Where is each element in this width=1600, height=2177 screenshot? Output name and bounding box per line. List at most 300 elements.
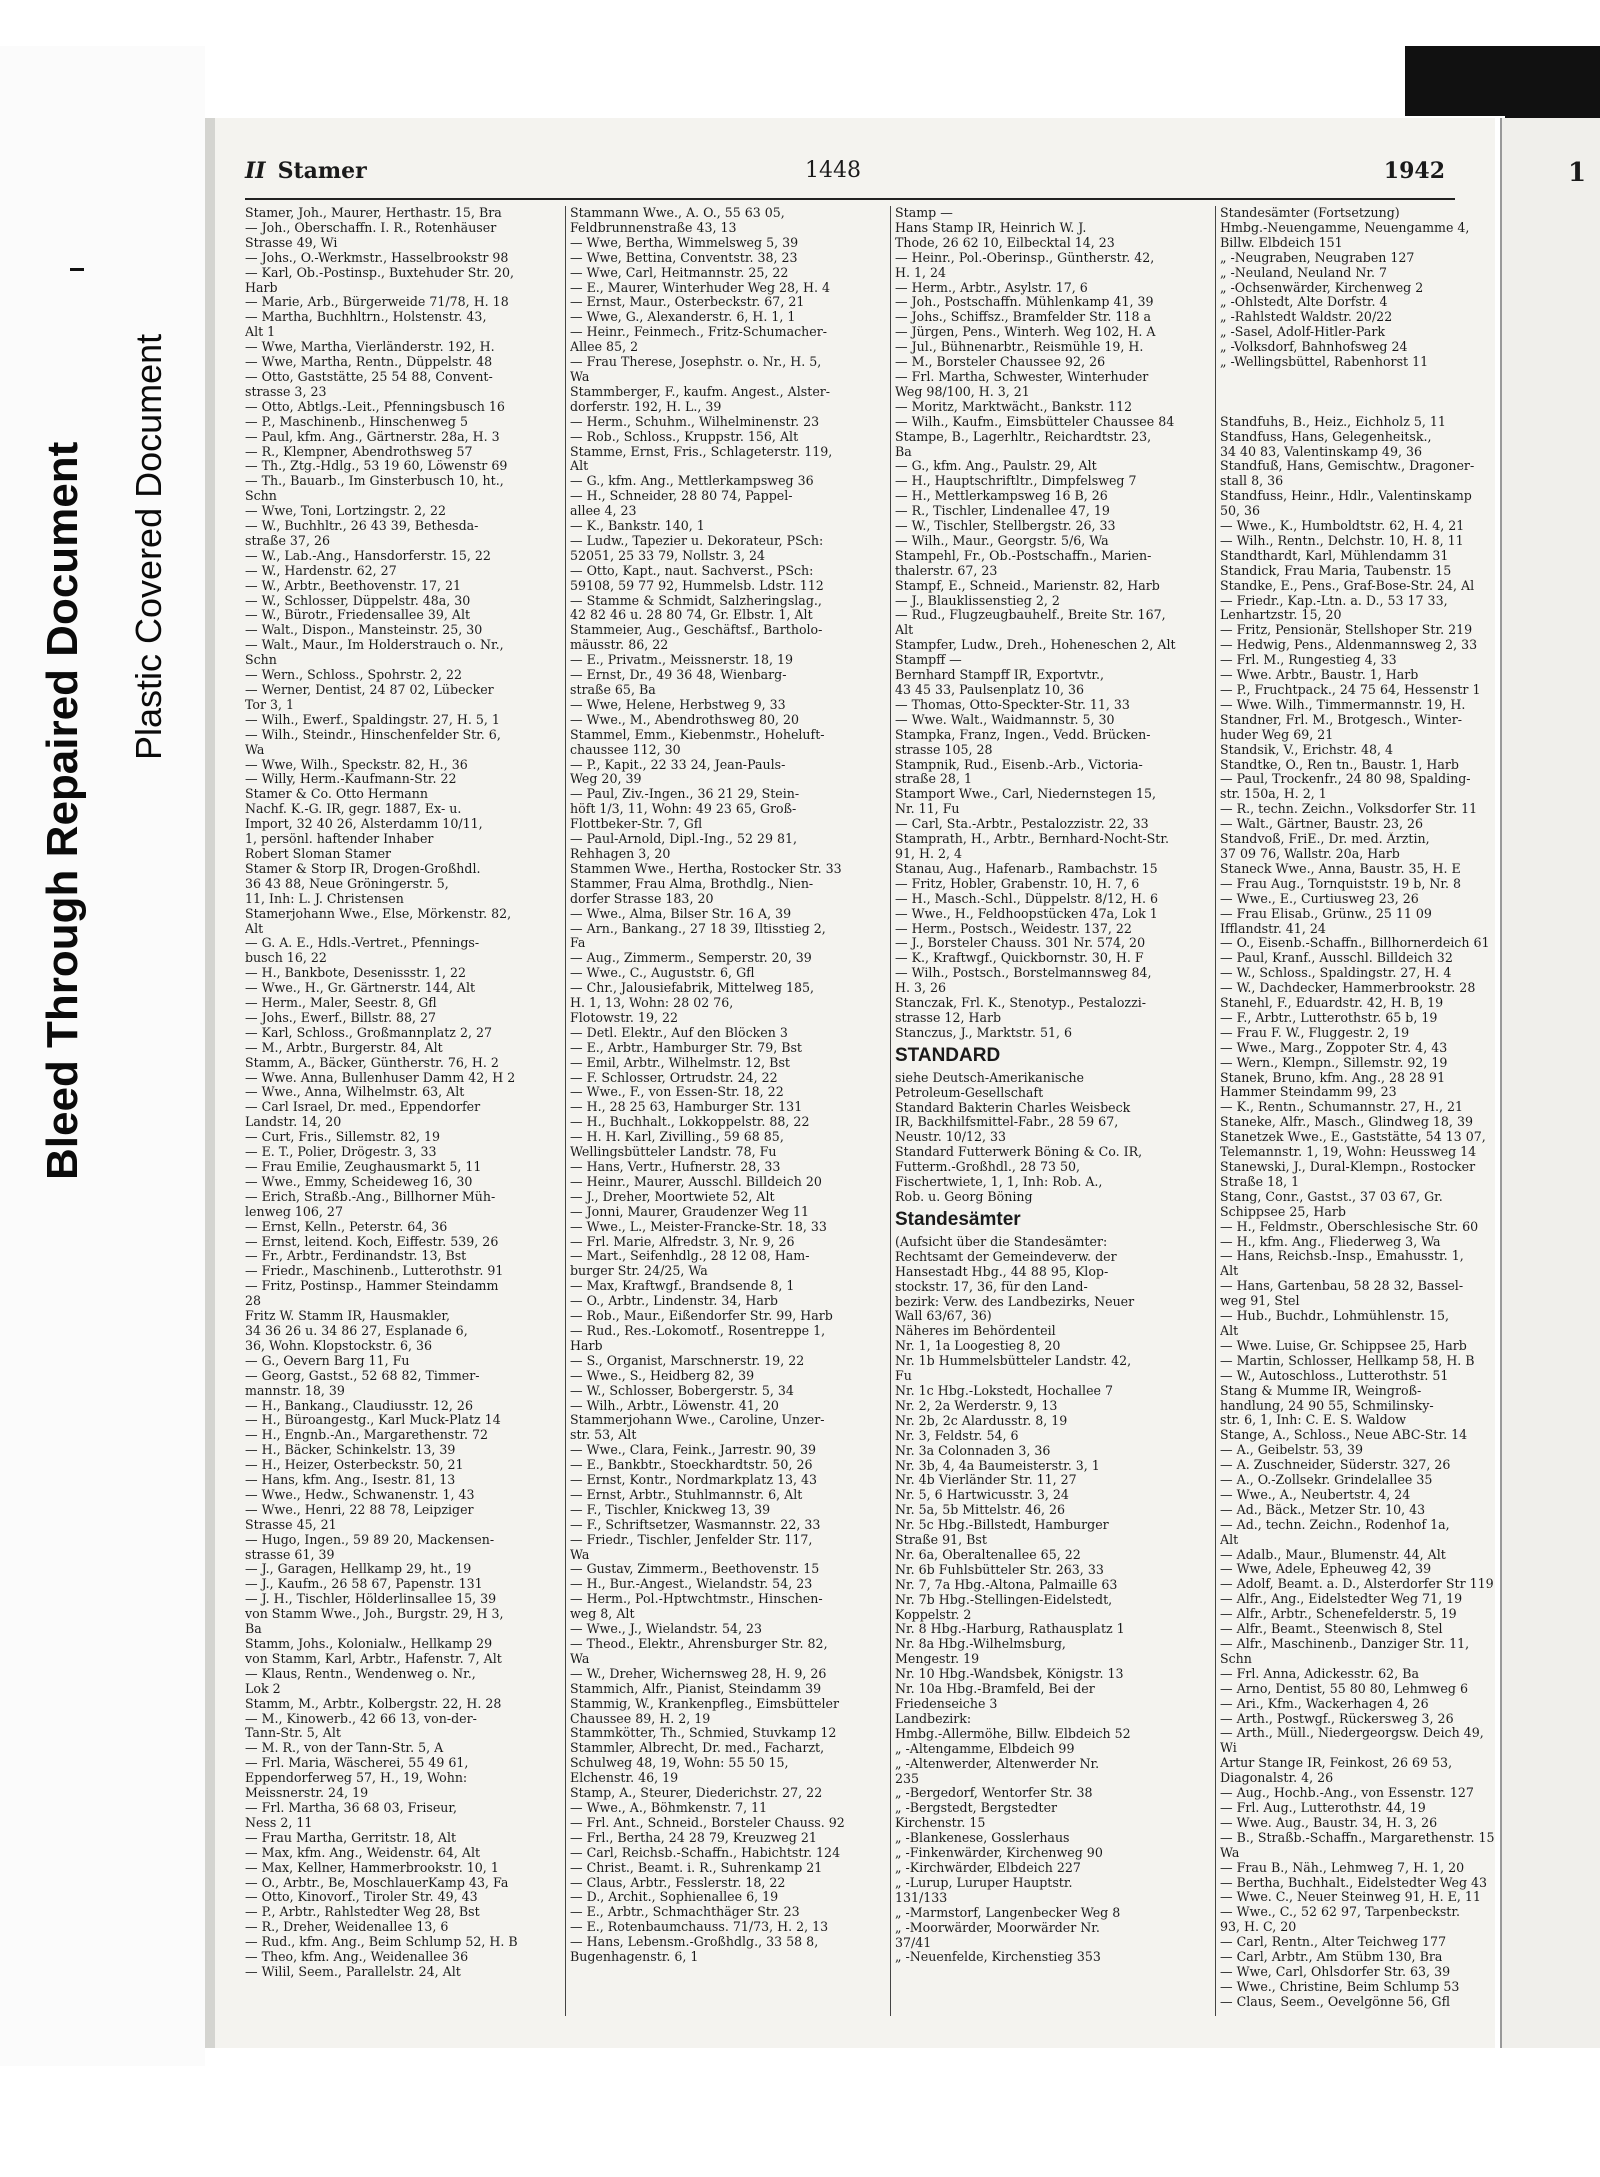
directory-entry-line: H. 1, 24	[895, 265, 947, 280]
directory-entry-line: — Walt., Maur., Im Holderstrauch o. Nr.,	[245, 638, 504, 653]
directory-entry-line: — H., Bäcker, Schinkelstr. 13, 39	[245, 1443, 456, 1458]
directory-entry-line: — Friedr., Maschinenb., Lutterothstr. 91	[245, 1264, 504, 1279]
directory-entry-line: „ -Wellingsbüttel, Rabenhorst 11	[1220, 355, 1429, 370]
directory-entry-line: Standfuss, Heinr., Hdlr., Valentinskamp	[1220, 489, 1472, 504]
directory-entry-line: — Erich, Straßb.-Ang., Billhorner Müh-	[245, 1189, 496, 1204]
directory-entry-line: — Wwe., L., Meister-Francke-Str. 18, 33	[570, 1219, 827, 1234]
directory-entry-line: — Max, Kellner, Hammerbrookstr. 10, 1	[245, 1860, 499, 1875]
directory-entry-line: — H., Schneider, 28 80 74, Pappel-	[570, 489, 793, 504]
directory-entry-line: dorferstr. 192, H. L., 39	[570, 399, 722, 414]
directory-entry-line: Stamer, Joh., Maurer, Herthastr. 15, Bra	[245, 206, 502, 220]
directory-entry-line: Standsik, V., Erichstr. 48, 4	[1220, 742, 1394, 757]
directory-entry-line: — Wilh., Ewerf., Spaldingstr. 27, H. 5, 1	[245, 712, 500, 727]
directory-entry-line: — Wwe., H., Gr. Gärtnerstr. 144, Alt	[245, 981, 476, 996]
directory-entry-line: (Aufsicht über die Standesämter:	[895, 1234, 1108, 1249]
column-2	[570, 206, 886, 2016]
directory-entry-line: — Theod., Elektr., Ahrensburger Str. 82,	[570, 1637, 828, 1651]
directory-entry-line: — W., Schlosser, Bobergerstr. 5, 34	[570, 1383, 794, 1398]
directory-entry-line: 93, H. C, 20	[1220, 1920, 1297, 1935]
directory-entry-line: — Jul., Bühnenarbtr., Reismühle 19, H.	[895, 340, 1144, 355]
directory-entry-line: — Th., Bauarb., Im Ginsterbusch 10, ht.,	[245, 474, 504, 489]
directory-entry-line: allee 4, 23	[570, 504, 637, 519]
directory-entry-line: — Heinr., Maurer, Ausschl. Billdeich 20	[570, 1174, 822, 1189]
directory-entry-line: Rehhagen 3, 20	[570, 846, 671, 861]
directory-entry-line: — Arth., Postwgf., Rückersweg 3, 26	[1220, 1711, 1454, 1726]
directory-entry-line: Artur Stange IR, Feinkost, 26 69 53,	[1220, 1756, 1453, 1771]
directory-entry-line: — E., Privatm., Meissnerstr. 18, 19	[570, 653, 794, 668]
directory-entry-line: Hans Stamp IR, Heinrich W. J.	[895, 220, 1087, 235]
directory-entry-line: Stammel, Emm., Kiebenmstr., Hoheluft-	[570, 727, 825, 742]
directory-entry-line: — Wwe., Christine, Beim Schlump 53	[1220, 1979, 1460, 1994]
directory-entry-line: Flottbeker-Str. 7, Gfl	[570, 817, 703, 832]
directory-entry-line: Standard Bakterin Charles Weisbeck	[895, 1100, 1131, 1115]
directory-entry-line: — F., Schriftsetzer, Wasmannstr. 22, 33	[570, 1517, 821, 1532]
directory-entry-line: — Wwe, Martha, Rentn., Düppelstr. 48	[245, 355, 493, 370]
directory-entry-line: — Wwe., Alma, Bilser Str. 16 A, 39	[570, 906, 792, 921]
directory-entry-line: — Rob., Maur., Eißendorfer Str. 99, Harb	[570, 1309, 833, 1324]
directory-entry-line: Standfuß, Hans, Gemischtw., Dragoner-	[1220, 459, 1475, 474]
directory-entry-line: — Ernst, Kontr., Nordmarkplatz 13, 43	[570, 1473, 818, 1488]
directory-entry-line: — H., Hauptschriftltr., Dimpfelsweg 7	[895, 474, 1137, 489]
directory-entry-line: Stampehl, Fr., Ob.-Postschaffn., Marien-	[895, 548, 1152, 563]
directory-entry-line: „ -Blankenese, Gosslerhaus	[895, 1831, 1070, 1846]
side-label-repaired: Repaired Document	[38, 441, 87, 858]
directory-entry-line: Standesämter (Fortsetzung)	[1220, 206, 1400, 220]
directory-entry-line: — E., Maurer, Winterhuder Weg 28, H. 4	[570, 280, 831, 295]
directory-entry-line: — Gustav, Zimmerm., Beethovenstr. 15	[570, 1562, 820, 1577]
directory-entry-line: — E., Arbtr., Schmachthäger Str. 23	[570, 1905, 800, 1920]
directory-entry-line: 34 40 83, Valentinskamp 49, 36	[1220, 444, 1422, 459]
directory-entry-line: — Wwe, Wilh., Speckstr. 82, H., 36	[245, 757, 468, 772]
directory-entry-line: Hansestadt Hbg., 44 88 95, Klop-	[895, 1264, 1109, 1279]
directory-entry-line: str. 6, 1, Inh: C. E. S. Waldow	[1220, 1413, 1407, 1428]
directory-entry-line: — Theo, kfm. Ang., Weidenallee 36	[245, 1950, 469, 1965]
directory-entry-line: — K., Rentn., Schumannstr. 27, H., 21	[1220, 1100, 1464, 1115]
directory-entry-line: Stampnik, Rud., Eisenb.-Arb., Victoria-	[895, 757, 1143, 772]
directory-entry-line: Nr. 3a Colonnaden 3, 36	[895, 1443, 1051, 1458]
directory-entry-line: Nr. 2, 2a Werderstr. 9, 13	[895, 1398, 1058, 1413]
directory-entry-line: Stamm, A., Bäcker, Güntherstr. 76, H. 2	[245, 1055, 499, 1070]
directory-entry-line: Nr. 11, Fu	[895, 802, 960, 817]
directory-entry-line: Bernhard Stampff IR, Exportvtr.,	[895, 668, 1104, 683]
directory-entry-line: Weg 20, 39	[570, 772, 642, 787]
directory-entry-line: — W., Bürotr., Friedensallee 39, Alt	[245, 608, 471, 623]
directory-entry-line: lenweg 106, 27	[245, 1204, 343, 1219]
directory-entry-line: — H., Bankang., Claudiusstr. 12, 26	[245, 1398, 473, 1413]
directory-entry-line: Standke, E., Pens., Graf-Bose-Str. 24, Al	[1220, 578, 1475, 593]
directory-entry-line: Mengestr. 19	[895, 1652, 980, 1667]
directory-entry-line: mäusstr. 86, 22	[570, 638, 669, 653]
directory-entry-line: Stamprath, H., Arbtr., Bernhard-Nocht-Str.	[895, 832, 1169, 847]
directory-entry-line: straße 37, 26	[245, 533, 330, 548]
directory-entry-line: — Wwe. Anna, Bullenhuser Damm 42, H 2	[245, 1070, 516, 1085]
directory-entry-line: Fischertwiete, 1, 1, Inh: Rob. A.,	[895, 1175, 1103, 1190]
directory-entry-line: — Ari., Kfm., Wackerhagen 4, 26	[1220, 1696, 1429, 1711]
directory-entry-line: str. 53, Alt	[570, 1428, 637, 1443]
directory-entry-line: Stampff —	[895, 653, 962, 668]
directory-entry-line: Stamer & Storp IR, Drogen-Großhdl.	[245, 861, 481, 876]
directory-entry-line: Nr. 6a, Oberaltenallee 65, 22	[895, 1547, 1081, 1562]
directory-entry-line: Rechtsamt der Gemeindeverw. der	[895, 1249, 1117, 1264]
directory-entry-line: 36 43 88, Neue Gröningerstr. 5,	[245, 876, 449, 891]
directory-entry-line: — Rud., Flugzeugbauhelf., Breite Str. 167,	[895, 608, 1166, 623]
directory-entry-line: — Arno, Dentist, 55 80 80, Lehmweg 6	[1220, 1681, 1468, 1696]
directory-entry-line: — W., Autoschloss., Lutterothstr. 51	[1220, 1368, 1449, 1383]
directory-entry-line: — E., Arbtr., Hamburger Str. 79, Bst	[570, 1040, 802, 1055]
directory-entry-line: — Friedr., Kap.-Ltn. a. D., 53 17 33,	[1220, 593, 1448, 608]
directory-entry-line: Standard Futterwerk Böning & Co. IR,	[895, 1145, 1143, 1160]
directory-entry-line: Näheres im Behördenteil	[895, 1324, 1056, 1339]
directory-entry-line: — Wilh., Kaufm., Eimsbütteler Chaussee 84	[895, 414, 1175, 429]
directory-entry-line: — Wwe., Henri, 22 88 78, Leipziger	[245, 1502, 474, 1517]
directory-entry-line: — G., kfm. Ang., Paulstr. 29, Alt	[895, 459, 1097, 474]
directory-entry-line: Wa	[570, 1547, 590, 1562]
directory-entry-line: — Wwe., Marg., Zoppoter Str. 4, 43	[1220, 1040, 1448, 1055]
directory-entry-line: — J., Borsteler Chauss. 301 Nr. 574, 20	[895, 936, 1146, 951]
directory-entry-line: — Wwe., Hedw., Schwanenstr. 1, 43	[245, 1487, 475, 1502]
directory-entry-line: H. 3, 26	[895, 981, 947, 996]
header-rule	[245, 198, 1455, 200]
directory-entry-line: weg 91, Stel	[1220, 1294, 1300, 1309]
directory-entry-line: Alt	[570, 459, 589, 474]
directory-entry-line: — Frau Aug., Tornquiststr. 19 b, Nr. 8	[1220, 876, 1462, 891]
directory-entry-line: Staneke, Alfr., Masch., Glindweg 18, 39	[1220, 1115, 1473, 1130]
directory-entry-line: Wellingsbütteler Landstr. 78, Fu	[570, 1145, 777, 1160]
directory-entry-line: — Walt., Dispon., Mansteinstr. 25, 30	[245, 623, 483, 638]
directory-entry-line: von Stamm Wwe., Joh., Burgstr. 29, H 3,	[245, 1607, 504, 1622]
directory-entry-line: — Alfr., Ang., Eidelstedter Weg 71, 19	[1220, 1592, 1463, 1607]
directory-entry-line	[1220, 400, 1496, 415]
adjacent-page-edge	[1500, 118, 1600, 2048]
directory-entry-line: — Carl, Rentn., Alter Teichweg 177	[1220, 1935, 1447, 1950]
directory-entry-line: Koppelstr. 2	[895, 1607, 972, 1622]
directory-entry-line: — Joh., Oberschaffn. I. R., Rotenhäuser	[245, 220, 497, 235]
directory-entry-line: — Chr., Jalousiefabrik, Mittelweg 185,	[570, 981, 814, 996]
next-page-number: 1	[1568, 158, 1587, 188]
directory-entry-line: von Stamm, Karl, Arbtr., Hafenstr. 7, Alt	[245, 1651, 502, 1666]
directory-entry-line: — F., Tischler, Knickweg 13, 39	[570, 1502, 771, 1517]
directory-entry-line: — F., Arbtr., Lutterothstr. 65 b, 19	[1220, 1010, 1438, 1025]
directory-entry-line: Stanek, Bruno, kfm. Ang., 28 28 91	[1220, 1070, 1446, 1085]
directory-entry-line: „ -Lurup, Luruper Hauptstr.	[895, 1875, 1073, 1890]
directory-entry-line: Standfuhs, B., Heiz., Eichholz 5, 11	[1220, 414, 1446, 429]
directory-entry-line: straße 28, 1	[895, 772, 972, 787]
directory-entry-line: höft 1/3, 11, Wohn: 49 23 65, Groß-	[570, 802, 797, 817]
directory-entry-line: — G. A. E., Hdls.-Vertret., Pfennings-	[245, 936, 480, 951]
directory-entry-line: — O., Arbtr., Be, MoschlauerKamp 43, Fa	[245, 1875, 509, 1890]
directory-entry-line: Lenhartzstr. 15, 20	[1220, 608, 1342, 623]
directory-entry-line: stall 8, 36	[1220, 474, 1284, 489]
directory-entry-line: Stamp, A., Steurer, Diederichstr. 27, 22	[570, 1786, 823, 1801]
directory-entry-line: Ifflandstr. 41, 24	[1220, 921, 1326, 936]
directory-entry-line: Stammler, Albrecht, Dr. med., Facharzt,	[570, 1741, 825, 1756]
directory-entry-line: — M., Borsteler Chaussee 92, 26	[895, 355, 1106, 370]
directory-entry-line: — Paul, kfm. Ang., Gärtnerstr. 28a, H. 3	[245, 429, 500, 444]
directory-entry-line: IR, Backhilfsmittel-Fabr., 28 59 67,	[895, 1115, 1119, 1130]
directory-entry-line: — H., Masch.-Schl., Düppelstr. 8/12, H. 6	[895, 891, 1158, 906]
directory-entry-line: — Willy, Herm.-Kaufmann-Str. 22	[245, 772, 457, 787]
directory-entry-line: — E., Bankbtr., Stoeckhardtstr. 50, 26	[570, 1458, 813, 1473]
directory-entry-line: „ -Neugraben, Neugraben 127	[1220, 250, 1415, 265]
directory-entry-line: Hmbg.-Allermöhe, Billw. Elbdeich 52	[895, 1726, 1131, 1741]
directory-entry-line: — Karl, Ob.-Postinsp., Buxtehuder Str. 20,	[245, 265, 515, 280]
directory-entry-line: — Wwe. C., Neuer Steinweg 91, H. E, 11	[1220, 1890, 1481, 1905]
directory-entry-line: „ -Finkenwärder, Kirchenweg 90	[895, 1846, 1103, 1861]
directory-entry-line: Stammann Wwe., A. O., 55 63 05,	[570, 206, 785, 220]
directory-entry-line: Nr. 8a Hbg.-Wilhelmsburg,	[895, 1637, 1066, 1652]
directory-entry-line: strasse 61, 39	[245, 1547, 335, 1562]
directory-entry-line: — R., Dreher, Weidenallee 13, 6	[245, 1920, 449, 1935]
column-3	[895, 206, 1211, 2016]
directory-entry-line: — W., Dachdecker, Hammerbrookstr. 28	[1220, 981, 1476, 996]
directory-entry-line: — Wern., Schloss., Spohrstr. 2, 22	[245, 668, 463, 683]
directory-entry-line: — Herm., Pol.-Hptwchtmstr., Hinschen-	[570, 1592, 823, 1607]
directory-entry-line: Stampfer, Ludw., Dreh., Hoheneschen 2, Alt	[895, 638, 1176, 653]
directory-entry-line: Alt	[1220, 1532, 1239, 1547]
directory-entry-line: Neustr. 10/12, 33	[895, 1130, 1007, 1145]
directory-entry-line: — Frl. Martha, 36 68 03, Friseur,	[245, 1800, 458, 1815]
directory-entry-line: — R., Klempner, Abendrothsweg 57	[245, 444, 473, 459]
directory-entry-line: — Georg, Gastst., 52 68 82, Timmer-	[245, 1368, 480, 1383]
directory-entry-line: Nachf. K.-G. IR, gegr. 1887, Ex- u.	[245, 802, 462, 817]
directory-entry-line: — Christ., Beamt. i. R., Suhrenkamp 21	[570, 1860, 823, 1875]
directory-entry-line: „ -Moorwärder, Moorwärder Nr.	[895, 1920, 1100, 1935]
directory-entry-line: — Wwe. Arbtr., Baustr. 1, Harb	[1220, 668, 1419, 683]
directory-entry-line: — Wwe., C., Auguststr. 6, Gfl	[570, 966, 755, 981]
directory-entry-line: — Frl. Marie, Alfredstr. 3, Nr. 9, 26	[570, 1234, 795, 1249]
directory-entry-line: — Heinr., Pol.-Oberinsp., Güntherstr. 42,	[895, 250, 1155, 265]
left-margin	[0, 46, 205, 2066]
directory-entry-line: — H., kfm. Ang., Fliederweg 3, Wa	[1220, 1234, 1441, 1249]
directory-entry-line: — E. T., Polier, Drögestr. 3, 33	[245, 1145, 437, 1160]
directory-entry-line: — J., Dreher, Moortwiete 52, Alt	[570, 1189, 775, 1204]
directory-entry-line: — Wwe., F., von Essen-Str. 18, 22	[570, 1085, 784, 1100]
directory-entry-line: — Ernst, Kelln., Peterstr. 64, 36	[245, 1219, 448, 1234]
directory-entry-line: — Wwe., J., Wielandstr. 54, 23	[570, 1622, 762, 1637]
directory-entry-line: Schn	[1220, 1651, 1252, 1666]
directory-entry-line: — H. H. Karl, Zivilling., 59 68 85,	[570, 1130, 784, 1145]
directory-entry-line: — Thomas, Otto-Speckter-Str. 11, 33	[895, 697, 1130, 712]
directory-entry-line: 37 09 76, Wallstr. 20a, Harb	[1220, 846, 1400, 861]
directory-entry-line: Landstr. 14, 20	[245, 1115, 342, 1130]
directory-entry-line: — Fritz, Hobler, Grabenstr. 10, H. 7, 6	[895, 876, 1140, 891]
directory-entry-line: Ba	[245, 1622, 262, 1637]
directory-entry-line: Schn	[245, 653, 277, 668]
directory-entry-line: Wa	[1220, 1845, 1240, 1860]
directory-entry-line: burger Str. 24/25, Wa	[570, 1264, 708, 1279]
directory-entry-line: — Wwe., A., Böhmkenstr. 7, 11	[570, 1800, 768, 1815]
directory-entry-line: Tor 3, 1	[245, 697, 295, 712]
directory-entry-line: — Carl, Arbtr., Am Stübm 130, Bra	[1220, 1950, 1443, 1965]
column-divider	[1215, 206, 1216, 2016]
directory-entry-line: busch 16, 22	[245, 951, 327, 966]
directory-entry-line: — Moritz, Marktwächt., Bankstr. 112	[895, 399, 1133, 414]
directory-entry-line: — Paul-Arnold, Dipl.-Ing., 52 29 81,	[570, 832, 798, 847]
directory-entry-line: Stamm, M., Arbtr., Kolbergstr. 22, H. 28	[245, 1696, 502, 1711]
directory-entry-line: — Fr., Arbtr., Ferdinandstr. 13, Bst	[245, 1249, 467, 1264]
page-number: 1448	[805, 158, 861, 183]
directory-entry-line: — Claus, Seem., Oevelgönne 56, Gfl	[1220, 1994, 1451, 2009]
directory-entry-line: Schulweg 48, 19, Wohn: 55 50 15,	[570, 1756, 789, 1771]
directory-entry-line: Allee 85, 2	[570, 340, 639, 355]
directory-entry-line: Stang & Mumme IR, Weingroß-	[1220, 1383, 1422, 1398]
directory-entry-line: „ -Rahlstedt Waldstr. 20/22	[1220, 310, 1393, 325]
directory-entry-line: 37/41	[895, 1935, 932, 1950]
directory-entry-line: — Herm., Maler, Seestr. 8, Gfl	[245, 996, 437, 1011]
directory-entry-line: — Wwe., K., Humboldtstr. 62, H. 4, 21	[1220, 519, 1465, 534]
directory-entry-line: Nr. 1, 1a Loogestieg 8, 20	[895, 1339, 1061, 1354]
directory-entry-line: — W., Lab.-Ang., Hansdorferstr. 15, 22	[245, 548, 491, 563]
directory-entry-line: chaussee 112, 30	[570, 742, 681, 757]
directory-entry-line: Nr. 4b Vierländer Str. 11, 27	[895, 1473, 1077, 1488]
directory-entry-line: — Johs., O.-Werkmstr., Hasselbrookstr 98	[245, 250, 509, 265]
directory-entry-line: stockstr. 17, 36, für den Land-	[895, 1279, 1088, 1294]
directory-entry-line: — R., techn. Zeichn., Volksdorfer Str. 11	[1220, 802, 1478, 817]
directory-entry-line: — Aug., Hochb.-Ang., von Essenstr. 127	[1220, 1786, 1474, 1801]
directory-entry-line: — Frau Therese, Josephstr. o. Nr., H. 5,	[570, 355, 822, 370]
directory-entry-line: — W., Buchhltr., 26 43 39, Bethesda-	[245, 519, 479, 534]
directory-entry-line: — Fritz, Postinsp., Hammer Steindamm	[245, 1279, 499, 1294]
directory-entry-line: dorfer Strasse 183, 20	[570, 891, 714, 906]
directory-entry-line: — Otto, Abtlgs.-Leit., Pfenningsbusch 16	[245, 399, 505, 414]
directory-entry-line: — Wwe, Carl, Ohlsdorfer Str. 63, 39	[1220, 1964, 1451, 1979]
directory-entry-line: — Wwe., Anna, Wilhelmstr. 63, Alt	[245, 1085, 465, 1100]
directory-entry-line: Nr. 1b Hummelsbütteler Landstr. 42,	[895, 1354, 1132, 1369]
directory-entry-line: — Wilil, Seem., Parallelstr. 24, Alt	[245, 1964, 461, 1979]
directory-entry-line: — H., Heizer, Osterbeckstr. 50, 21	[245, 1458, 464, 1473]
directory-entry-line: — Herm., Arbtr., Asylstr. 17, 6	[895, 280, 1088, 295]
directory-entry-line: — Wern., Klempn., Sillemstr. 92, 19	[1220, 1055, 1448, 1070]
directory-entry-line: Stamerjohann Wwe., Else, Mörkenstr. 82,	[245, 906, 512, 921]
directory-entry-line: — Karl, Schloss., Großmannplatz 2, 27	[245, 1025, 492, 1040]
directory-entry-line	[1220, 370, 1496, 385]
bottom-margin	[0, 2066, 1600, 2177]
directory-entry-line: — G., kfm. Ang., Mettlerkampsweg 36	[570, 474, 814, 489]
directory-entry-line: 59108, 59 77 92, Hummelsb. Ldstr. 112	[570, 578, 824, 593]
directory-entry-line: — Walt., Gärtner, Baustr. 23, 26	[1220, 817, 1424, 832]
directory-entry-line: — Wwe, G., Alexanderstr. 6, H. 1, 1	[570, 310, 796, 325]
directory-entry-line: — Wwe, Carl, Heitmannstr. 25, 22	[570, 265, 789, 280]
directory-entry-line: 34 36 26 u. 34 86 27, Esplanade 6,	[245, 1323, 468, 1338]
directory-entry-line: Alt	[895, 623, 914, 638]
directory-entry-line: — Wwe. Walt., Waidmannstr. 5, 30	[895, 712, 1115, 727]
directory-entry-line: — Claus, Arbtr., Fesslerstr. 18, 22	[570, 1875, 786, 1890]
directory-entry-line: siehe Deutsch-Amerikanische	[895, 1070, 1085, 1085]
directory-entry-line: Nr. 5c Hbg.-Billstedt, Hamburger	[895, 1518, 1109, 1533]
directory-entry-line: Stampe, B., Lagerhltr., Reichardtstr. 23,	[895, 429, 1152, 444]
directory-entry-line: Nr. 10 Hbg.-Wandsbek, Königstr. 13	[895, 1667, 1124, 1682]
directory-entry-line: — Curt, Fris., Sillemstr. 82, 19	[245, 1130, 441, 1145]
directory-entry-line: — Frl. Martha, Schwester, Winterhuder	[895, 369, 1149, 384]
directory-entry-line: — Wwe. Aug., Baustr. 34, H. 3, 26	[1220, 1815, 1438, 1830]
directory-entry-line: — Carl, Sta.-Arbtr., Pestalozzistr. 22, 33	[895, 817, 1149, 832]
directory-entry-line: Alt 1	[245, 325, 276, 340]
directory-entry-line: — Alfr., Maschinenb., Danziger Str. 11,	[1220, 1637, 1470, 1651]
directory-entry-line: — Wwe, Adele, Epheuweg 42, 39	[1220, 1562, 1432, 1577]
directory-entry-line: — Wwe., Clara, Feink., Jarrestr. 90, 39	[570, 1443, 817, 1458]
directory-entry-line: Billw. Elbdeich 151	[1220, 235, 1343, 250]
directory-entry-line: Straße 18, 1	[1220, 1174, 1300, 1189]
directory-entry-line: — K., Kraftwgf., Quickbornstr. 30, H. F	[895, 951, 1144, 966]
side-tick	[70, 268, 84, 271]
year: 1942	[1383, 158, 1445, 184]
directory-entry-line: — Wilh., Postsch., Borstelmannsweg 84,	[895, 966, 1152, 981]
directory-entry-line: Fu	[895, 1369, 912, 1384]
directory-entry-line: — Rud., kfm. Ang., Beim Schlump 52, H. B	[245, 1935, 518, 1950]
directory-entry-line: bezirk: Verw. des Landbezirks, Neuer	[895, 1294, 1135, 1309]
directory-entry-line: — Marie, Arb., Bürgerweide 71/78, H. 18	[245, 295, 509, 310]
directory-entry-line: — W., Hardenstr. 62, 27	[245, 563, 397, 578]
section-number: II	[245, 158, 266, 184]
directory-entry-line: — Werner, Dentist, 24 87 02, Lübecker	[245, 683, 494, 697]
directory-entry-line: Elchenstr. 46, 19	[570, 1771, 679, 1786]
directory-entry-line: — Wwe., E., Curtiusweg 23, 26	[1220, 891, 1419, 906]
directory-entry-line: — Alfr., Arbtr., Schenefelderstr. 5, 19	[1220, 1607, 1457, 1622]
directory-entry-line: — Ad., Bäck., Metzer Str. 10, 43	[1220, 1502, 1426, 1517]
directory-entry-line: Nr. 5, 6 Hartwicusstr. 3, 24	[895, 1488, 1069, 1503]
directory-entry-line: Wa	[570, 1651, 590, 1666]
directory-entry-line: — Hub., Buchdr., Lohmühlenstr. 15,	[1220, 1309, 1450, 1324]
directory-entry-line: — H., Feldmstr., Oberschlesische Str. 60	[1220, 1219, 1479, 1234]
directory-entry-line: Hmbg.-Neuengamme, Neuengamme 4,	[1220, 220, 1470, 235]
directory-entry-line: — Rud., Res.-Lokomotf., Rosentreppe 1,	[570, 1323, 826, 1338]
directory-entry-line: — Emil, Arbtr., Wilhelmstr. 12, Bst	[570, 1055, 790, 1070]
directory-entry-line: Nr. 5a, 5b Mittelstr. 46, 26	[895, 1503, 1066, 1518]
directory-entry-line: — E., Rotenbaumchauss. 71/73, H. 2, 13	[570, 1920, 829, 1935]
directory-entry-line: — Adolf, Beamt. a. D., Alsterdorfer Str 119	[1220, 1577, 1494, 1592]
directory-entry-line: — A. Zuschneider, Süderstr. 327, 26	[1220, 1458, 1451, 1473]
directory-entry-line: Futterm.-Großhdl., 28 73 50,	[895, 1160, 1081, 1175]
directory-entry-line: „ -Altenwerder, Altenwerder Nr.	[895, 1756, 1100, 1771]
directory-entry-line: — Rob., Schloss., Kruppstr. 156, Alt	[570, 429, 799, 444]
directory-entry-line: Standner, Frl. M., Brotgesch., Winter-	[1220, 712, 1462, 727]
directory-entry-line: Strasse 49, Wi	[245, 235, 338, 250]
directory-entry-line: — Th., Ztg.-Hdlg., 53 19 60, Löwenstr 69	[245, 459, 508, 474]
directory-entry-line: — Fritz, Pensionär, Stellshoper Str. 219	[1220, 623, 1473, 638]
directory-entry-line: „ -Marmstorf, Langenbecker Weg 8	[895, 1905, 1121, 1920]
directory-entry-line: Stammich, Alfr., Pianist, Steindamm 39	[570, 1681, 822, 1696]
directory-entry-line: — Herm., Schuhm., Wilhelminenstr. 23	[570, 414, 820, 429]
directory-entry-line: Robert Sloman Stamer	[245, 846, 392, 861]
directory-entry-line: — Martha, Buchhltrn., Holstenstr. 43,	[245, 310, 487, 325]
directory-entry-line: — W., Tischler, Stellbergstr. 26, 33	[895, 519, 1116, 534]
directory-entry-line: — Frau B., Näh., Lehmweg 7, H. 1, 20	[1220, 1860, 1465, 1875]
directory-entry-line: „ -Bergedorf, Wentorfer Str. 38	[895, 1786, 1093, 1801]
side-label-bleed: Bleed Through	[38, 869, 87, 1180]
directory-entry-line: — Jonni, Maurer, Graudenzer Weg 11	[570, 1204, 810, 1219]
directory-entry-line: Standick, Frau Maria, Taubenstr. 15	[1220, 563, 1452, 578]
directory-entry-line: — P., Fruchtpack., 24 75 64, Hessenstr 1	[1220, 683, 1481, 697]
section-heading: STANDARD	[895, 1044, 1001, 1066]
directory-entry-line: — Wwe. Wilh., Timmermannstr. 19, H.	[1220, 697, 1466, 712]
directory-entry-line: — Aug., Zimmerm., Semperstr. 20, 39	[570, 951, 812, 966]
directory-entry-line: Stange, A., Schloss., Neue ABC-Str. 14	[1220, 1428, 1468, 1443]
directory-entry-line: „ -Sasel, Adolf-Hitler-Park	[1220, 325, 1385, 340]
directory-entry-line: — Wwe., C., 52 62 97, Tarpenbeckstr.	[1220, 1905, 1461, 1920]
directory-entry-line: — Ernst, Maur., Osterbeckstr. 67, 21	[570, 295, 805, 310]
directory-entry-line: Standthardt, Karl, Mühlendamm 31	[1220, 548, 1449, 563]
directory-entry-line: Stammberger, F., kaufm. Angest., Alster-	[570, 384, 831, 399]
directory-entry-line: — Wwe, Martha, Vierländerstr. 192, H.	[245, 340, 495, 355]
directory-entry-line: — Wilh., Steindr., Hinschenfelder Str. 6,	[245, 727, 501, 742]
directory-entry-line: — Frau Emilie, Zeughausmarkt 5, 11	[245, 1160, 482, 1174]
directory-entry-line: Stammeier, Aug., Geschäftsf., Bartholo-	[570, 623, 823, 638]
directory-entry-line: Alt	[1220, 1323, 1239, 1338]
directory-entry-line: „ -Volksdorf, Bahnhofsweg 24	[1220, 340, 1408, 355]
directory-entry-line: — W., Schloss., Spaldingstr. 27, H. 4	[1220, 966, 1452, 981]
directory-entry-line: — O., Eisenb.-Schaffn., Billhornerdeich 61	[1220, 936, 1490, 951]
directory-entry-line: 52051, 25 33 79, Nollstr. 3, 24	[570, 548, 766, 563]
